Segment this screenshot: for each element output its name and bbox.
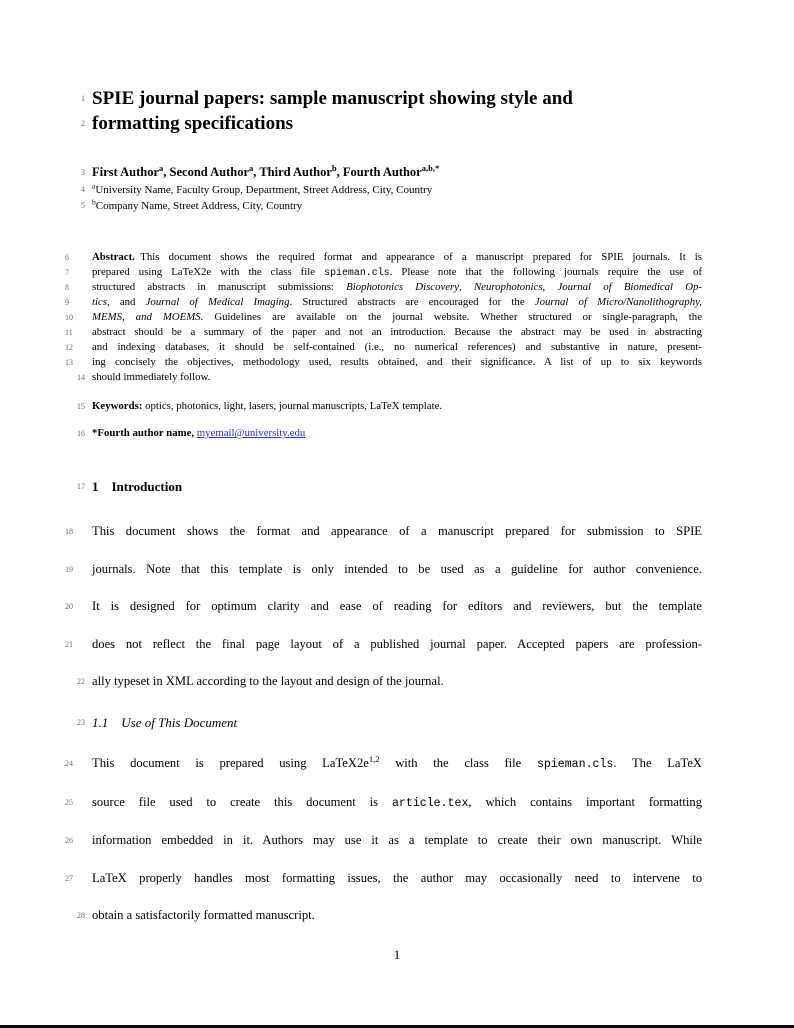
text-segment: , Second Author [163,165,250,179]
text-segment: information embedded in it. Authors may use it as a template to create their own manuscript. While [92,833,702,848]
text-segment: Guidelines are available on the journal website. Whether structured or single-paragraph, the [203,311,702,323]
manuscript-line [65,784,702,823]
manuscript-line [77,897,702,935]
manuscript-line [65,745,703,784]
manuscript-line [65,551,702,589]
text-segment: prepared using LaTeX2e with the class file [92,266,325,278]
paragraph-block [65,745,703,935]
line-number: 7 [65,268,69,277]
line-number: 6 [65,253,69,262]
line-number: 26 [65,836,73,846]
email-link[interactable]: myemail@university.edu [196,427,306,439]
line-number: 2 [81,119,85,128]
line-number: 28 [77,911,85,921]
text-segment: source file used to create this document is [92,794,392,809]
line-number: 20 [65,602,73,612]
manuscript-line [65,588,702,626]
manuscript-line [65,626,702,664]
manuscript-line [65,265,702,280]
text-segment: Neurophotonics [473,281,543,293]
manuscript-line [65,310,702,325]
text-segment: tics [92,296,107,308]
line-number: 17 [77,482,85,491]
line-number: 10 [65,313,73,322]
manuscript-line [65,295,702,310]
text-segment: journals. Note that this template is only intended to be used as a guideline for author convenience. [92,561,702,576]
page-number: 1 [393,948,401,962]
text-segment: LaTeX properly handles most formatting issues, the author may occasionally need to intervene to [92,870,702,885]
manuscript-line [65,822,702,860]
manuscript-line [65,250,702,265]
line-number: 14 [77,373,85,382]
text-segment: ally typeset in XML according to the layout and design of the journal. [92,674,444,689]
text-segment: should immediately follow. [92,371,211,383]
line-number: 21 [65,639,73,649]
manuscript-line [81,111,702,136]
text-segment: , Third Author [253,165,332,179]
text-segment: , [542,281,558,293]
manuscript-line [81,162,702,181]
text-segment: This document shows the required format and appearance of a manuscript prepared for SPIE journals. It is [134,251,702,263]
text-segment: 1 Introduction [92,479,183,494]
text-segment: Abstract. [92,251,135,263]
text-segment: with the class file [379,755,537,770]
line-number: 19 [65,564,73,574]
manuscript-line [65,280,702,295]
text-segment: 1.1 Use of This Document [92,714,238,730]
line-number: 3 [81,168,85,177]
text-segment: obtain a satisfactorily formatted manuscript. [92,908,315,923]
text-segment: It is designed for optimum clarity and ease of reading for editors and reviewers, but the template [92,599,702,614]
manuscript-line [77,714,702,731]
manuscript-line [65,340,702,355]
line-number: 11 [65,328,73,337]
manuscript-line [77,370,702,385]
text-segment: , Fourth Author [336,165,422,179]
manuscript-line [77,399,702,414]
manuscript-line [65,513,702,551]
manuscript-line [77,663,702,701]
manuscript-line [77,479,702,495]
text-segment: This document shows the format and appearance of a manuscript prepared for submission to SPIE [92,524,702,538]
manuscript-line [65,860,702,898]
manuscript-line [81,197,702,214]
text-segment: ing concisely the objectives, methodology used, results obtained, and their significance. A list of up to six keywords [92,356,702,368]
text-segment: does not reflect the final page layout of a published journal paper. Accepted papers are profession- [92,636,702,651]
line-number: 23 [77,717,85,727]
line-number: 22 [77,677,85,687]
line-number: 8 [65,283,69,292]
text-segment: MEMS, and MOEMS. [92,311,204,323]
line-number: 5 [81,201,85,210]
line-number: 27 [65,873,73,883]
superscript: a,b,* [421,162,440,173]
subsection-heading-block [77,714,702,731]
superscript: b [92,197,96,207]
superscript: a [159,162,164,173]
text-segment: and indexing databases, it should be self-contained (i.e., no numerical references) and substantive in nature, present- [92,341,702,353]
manuscript-line [77,426,702,441]
text-segment: University Name, Faculty Group, Department, Street Address, City, Country [95,184,433,196]
line-number: 16 [77,429,85,438]
text-segment: . Structured abstracts are encouraged for the [289,296,535,308]
text-segment: Company Name, Street Address, City, Country [95,200,303,212]
text-segment: abstract should be a summary of the paper and not an introduction. Because the abstract may be used in abstracting [92,326,702,338]
section-heading-block [77,479,702,495]
text-segment: SPIE journal papers: sample manuscript showing style and [92,88,573,109]
line-number: 9 [65,298,69,307]
corresponding-block [77,426,702,441]
authors-block [81,162,702,181]
line-number: 1 [81,94,85,103]
manuscript-line [81,181,702,198]
line-number: 25 [65,797,73,807]
abstract-block [65,250,702,385]
text-segment: Journal of Medical Imaging [145,296,290,308]
line-number: 4 [81,185,85,194]
inline-code: article.tex [391,796,469,810]
manuscript-line [81,86,702,111]
manuscript-line [65,355,702,370]
text-segment: Journal of Biomedical Op- [557,281,702,293]
text-segment: Keywords: [92,400,143,412]
superscript: 1,2 [368,753,380,764]
text-segment: This document is prepared using LaTeX2e [92,755,369,770]
text-segment: formatting specifications [92,113,294,134]
affiliations-block [81,181,702,214]
superscript: b [331,162,337,173]
line-number: 15 [77,402,85,411]
page-footer [92,948,702,963]
text-segment: , which contains important formatting [468,794,702,809]
text-segment: Biophotonics Discovery [346,281,460,293]
text-segment: , [459,281,474,293]
superscript: a [92,181,96,191]
line-number: 18 [65,527,73,536]
inline-code: spieman.cls [324,267,390,278]
line-number: 12 [65,343,73,352]
inline-code: spieman.cls [536,757,614,771]
text-segment: *Fourth author name, [92,427,197,439]
document-body [65,86,703,935]
text-segment: . The LaTeX [613,755,703,770]
keywords-block [77,399,702,414]
text-segment: , and [107,296,146,308]
text-segment: Journal of Micro/Nanolithography, [534,296,702,308]
text-segment: . Please note that the following journals require the use of [389,266,702,278]
text-segment: First Author [92,165,160,179]
title-block [81,86,702,136]
paragraph-block [65,513,702,701]
line-number: 24 [65,758,73,768]
text-segment: optics, photonics, light, lasers, journal manuscripts, LaTeX template. [142,400,443,412]
manuscript-line [65,325,702,340]
line-number: 13 [65,358,73,367]
text-segment: structured abstracts in manuscript submissions: [92,281,347,293]
superscript: a [249,162,254,173]
